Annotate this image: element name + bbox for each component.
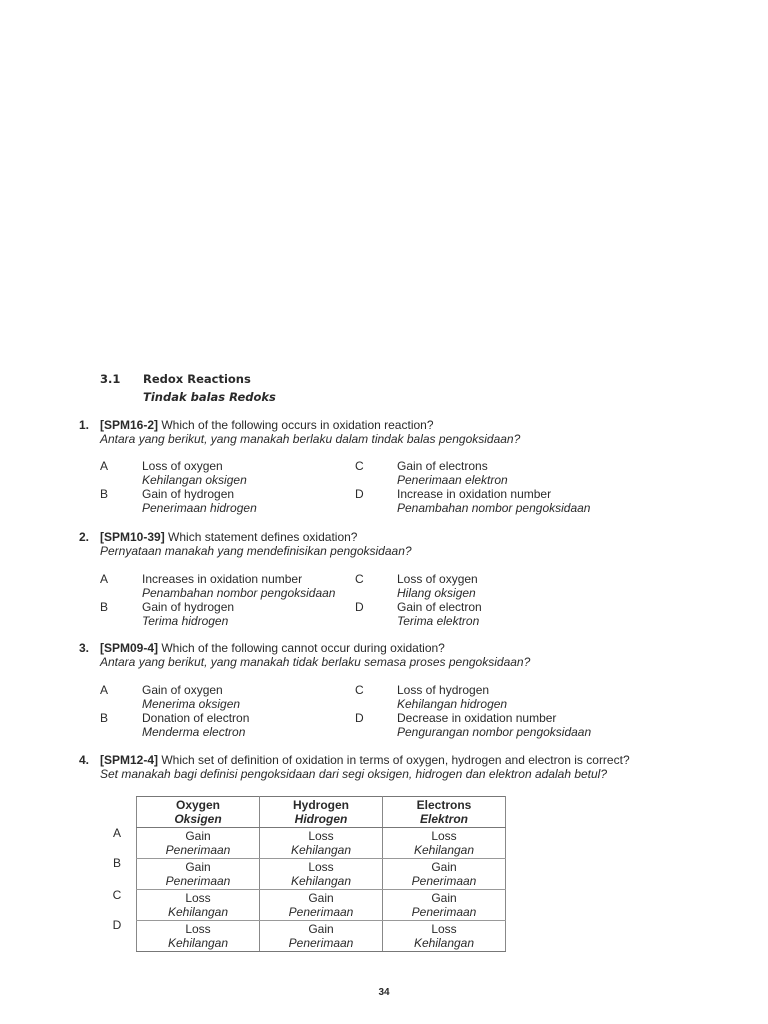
question-code: [SPM09-4]: [100, 641, 159, 655]
option-my: Terima elektron: [397, 614, 480, 628]
table-cell: Gain Penerimaan: [383, 890, 506, 921]
question-text: Which of the following cannot occur during oxidation?: [161, 641, 445, 655]
table-cell: Loss Kehilangan: [260, 859, 383, 890]
option-letter: A: [100, 683, 109, 697]
option-my: Hilang oksigen: [397, 586, 476, 600]
option-letter: D: [355, 600, 364, 614]
option-letter: A: [100, 459, 109, 473]
table-cell: Loss Kehilangan: [137, 890, 260, 921]
option-d: [397, 487, 590, 515]
option-my: Pengurangan nombor pengoksidaan: [397, 725, 592, 739]
option-en: Decrease in oxidation number: [397, 711, 557, 725]
table-row: [137, 828, 506, 859]
option-en: Loss of oxygen: [142, 459, 223, 473]
option-my: Penerimaan hidrogen: [142, 501, 257, 515]
section-subtitle: Tindak balas Redoks: [143, 390, 276, 404]
header-oxygen: Oxygen Oksigen: [137, 797, 260, 828]
option-my: Penambahan nombor pengoksidaan: [142, 586, 336, 600]
option-en: Increase in oxidation number: [397, 487, 552, 501]
question-text: Which statement defines oxidation?: [168, 530, 358, 544]
table-cell: Loss Kehilangan: [383, 828, 506, 859]
header-electrons: Electrons Elektron: [383, 797, 506, 828]
option-b: [142, 711, 249, 739]
table-cell: Loss Kehilangan: [137, 921, 260, 952]
option-a: [142, 572, 335, 600]
row-label-d: D: [112, 918, 122, 932]
question-text-my: Pernyataan manakah yang mendefinisikan pengoksidaan?: [100, 544, 412, 558]
option-en: Increases in oxidation number: [142, 572, 303, 586]
table-cell: Loss Kehilangan: [260, 828, 383, 859]
option-letter: B: [100, 600, 109, 614]
question-number: 1.: [79, 418, 90, 432]
option-letter: B: [100, 711, 109, 725]
question-text-en: [100, 530, 357, 544]
option-c: [397, 459, 508, 487]
header-hydrogen: Hydrogen Hidrogen: [260, 797, 383, 828]
table-cell: Gain Penerimaan: [137, 859, 260, 890]
option-a: [142, 683, 240, 711]
option-my: Penambahan nombor pengoksidaan: [397, 501, 591, 515]
option-d: [397, 711, 591, 739]
option-en: Donation of electron: [142, 711, 250, 725]
option-my: Kehilangan hidrogen: [397, 697, 508, 711]
question-text-my: Antara yang berikut, yang manakah berlaku dalam tindak balas pengoksidaan?: [100, 432, 521, 446]
option-letter: D: [355, 711, 364, 725]
question-number: 3.: [79, 641, 90, 655]
option-b: [142, 600, 234, 628]
question-code: [SPM12-4]: [100, 753, 159, 767]
question-text-my: Antara yang berikut, yang manakah tidak berlaku semasa proses pengoksidaan?: [100, 655, 531, 669]
option-c: [397, 572, 478, 600]
option-letter: C: [355, 459, 364, 473]
option-a: [142, 459, 247, 487]
option-letter: C: [355, 683, 364, 697]
table-row: [137, 859, 506, 890]
table-header-row: [137, 797, 506, 828]
question-number: 2.: [79, 530, 90, 544]
option-b: [142, 487, 257, 515]
option-my: Terima hidrogen: [142, 614, 229, 628]
question-number: 4.: [79, 753, 90, 767]
option-en: Gain of oxygen: [142, 683, 223, 697]
option-en: Gain of hydrogen: [142, 487, 235, 501]
question-text: Which set of definition of oxidation in terms of oxygen, hydrogen and electron is correct?: [161, 753, 630, 767]
table-row: [137, 921, 506, 952]
question-text-en: [100, 418, 434, 432]
option-my: Kehilangan oksigen: [142, 473, 247, 487]
option-letter: D: [355, 487, 364, 501]
section-title: Redox Reactions: [143, 372, 251, 386]
table-cell: Gain Penerimaan: [137, 828, 260, 859]
row-label-c: C: [112, 888, 122, 902]
question-text-en: [100, 641, 445, 655]
question-text: Which of the following occurs in oxidation reaction?: [161, 418, 434, 432]
question-code: [SPM10-39]: [100, 530, 165, 544]
option-letter: A: [100, 572, 109, 586]
row-label-b: B: [112, 856, 121, 870]
option-en: Gain of hydrogen: [142, 600, 235, 614]
option-c: [397, 683, 507, 711]
option-en: Loss of oxygen: [397, 572, 478, 586]
option-en: Loss of hydrogen: [397, 683, 490, 697]
option-en: Gain of electrons: [397, 459, 488, 473]
question-code: [SPM16-2]: [100, 418, 159, 432]
option-en: Gain of electron: [397, 600, 482, 614]
table-cell: Gain Penerimaan: [260, 890, 383, 921]
table-cell: Gain Penerimaan: [383, 859, 506, 890]
option-d: [397, 600, 482, 628]
table-row: [137, 890, 506, 921]
page-number: 34: [378, 987, 390, 998]
option-letter: B: [100, 487, 109, 501]
option-my: Menerima oksigen: [142, 697, 241, 711]
table-cell: Gain Penerimaan: [260, 921, 383, 952]
option-my: Menderma electron: [142, 725, 246, 739]
section-number: 3.1: [100, 372, 121, 386]
option-letter: C: [355, 572, 364, 586]
definition-table: [136, 796, 506, 952]
row-label-a: A: [112, 826, 121, 840]
question-text-en: [100, 753, 630, 767]
table-cell: Loss Kehilangan: [383, 921, 506, 952]
question-text-my: Set manakah bagi definisi pengoksidaan dari segi oksigen, hidrogen dan elektron adalah betul?: [100, 767, 608, 781]
option-my: Penerimaan elektron: [397, 473, 508, 487]
